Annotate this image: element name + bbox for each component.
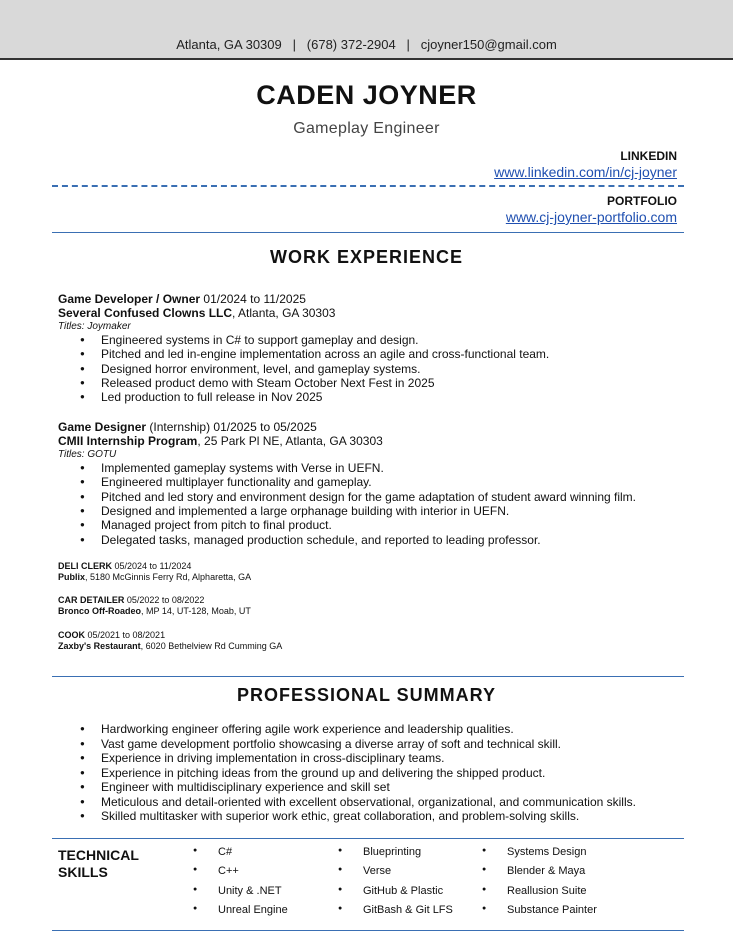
job-bullet: ● Implemented gameplay systems with Verse in UEFN. <box>80 461 698 475</box>
minor-job-role-line <box>58 630 282 641</box>
minor-job-location: , 6020 Bethelview Rd Cumming GA <box>140 641 283 651</box>
job-dates: (Internship) 01/2025 to 05/2025 <box>146 420 317 434</box>
minor-job-entry <box>58 561 251 583</box>
job-bullet: ● Released product demo with Steam October Next Fest in 2025 <box>80 376 698 390</box>
summary-bullet: ● Hardworking engineer offering agile work experience and leadership qualities. <box>80 722 700 737</box>
minor-job-org: Zaxby's Restaurant <box>58 641 141 651</box>
minor-job-entry <box>58 630 282 652</box>
skill-item: ● C# <box>193 846 288 865</box>
portfolio-label: PORTFOLIO <box>607 194 677 208</box>
skill-item: ● Unreal Engine <box>193 904 288 923</box>
portfolio-link[interactable]: www.cj-joyner-portfolio.com <box>505 209 677 225</box>
section-divider <box>52 930 684 931</box>
skills-column <box>193 846 288 923</box>
linkedin-label: LINKEDIN <box>620 149 677 163</box>
minor-job-role-line <box>58 595 251 606</box>
minor-job-org-line <box>58 572 251 583</box>
candidate-name: CADEN JOYNER <box>256 80 477 110</box>
minor-job-role: CAR DETAILER <box>58 595 125 605</box>
job-bullet: ● Pitched and led story and environment design for the game adaptation of student award winning film. <box>80 490 698 504</box>
job-bullet: ● Delegated tasks, managed production schedule, and reported to leading professor. <box>80 533 698 547</box>
professional-summary-heading: PROFESSIONAL SUMMARY <box>236 685 497 705</box>
linkedin-block <box>494 149 677 180</box>
job-bullets <box>80 333 698 405</box>
minor-job-org: Bronco Off-Roadeo <box>58 606 141 616</box>
summary-bullet: ● Meticulous and detail-oriented with excellent observational, organizational, and communication skills. <box>80 795 700 810</box>
job-location: , Atlanta, GA 30303 <box>232 306 336 321</box>
job-entry <box>58 292 698 405</box>
skills-column <box>482 846 597 923</box>
minor-job-org-line <box>58 641 282 652</box>
skills-column <box>338 846 453 923</box>
summary-bullet: ● Experience in pitching ideas from the ground up and delivering the shipped product. <box>80 766 700 781</box>
skill-item: ● Systems Design <box>482 846 597 865</box>
job-location: , 25 Park Pl NE, Atlanta, GA 30303 <box>197 434 383 449</box>
skill-item: ● GitHub & Plastic <box>338 885 453 904</box>
skill-item: ● C++ <box>193 865 288 884</box>
linkedin-link[interactable]: www.linkedin.com/in/cj-joyner <box>494 164 677 180</box>
job-org-line <box>58 434 698 448</box>
minor-job-org-line <box>58 606 251 617</box>
job-role: Game Developer / Owner <box>58 292 201 306</box>
job-titles: Titles: GOTU <box>58 448 117 460</box>
minor-job-role: COOK <box>58 630 85 640</box>
summary-bullet: ● Engineer with multidisciplinary experience and skill set <box>80 780 700 795</box>
portfolio-block <box>506 194 677 225</box>
summary-bullet: ● Vast game development portfolio showcasing a diverse array of soft and technical skill. <box>80 737 700 752</box>
job-bullet: ● Pitched and led in-engine implementation across an agile and cross-functional team. <box>80 347 698 361</box>
section-divider <box>52 838 684 839</box>
technical-skills-label-line: SKILLS <box>58 864 108 880</box>
job-org: CMII Internship Program <box>58 434 198 449</box>
job-bullet: ● Designed horror environment, level, and gameplay systems. <box>80 362 698 376</box>
minor-job-entry <box>58 595 251 617</box>
job-entry <box>58 420 698 547</box>
job-org-line <box>58 306 698 320</box>
skill-item: ● Blueprinting <box>338 846 453 865</box>
job-titles: Titles: Joymaker <box>58 320 131 332</box>
minor-job-role: DELI CLERK <box>58 561 112 571</box>
minor-job-dates: 05/2024 to 11/2024 <box>112 561 192 571</box>
summary-list <box>80 722 700 824</box>
section-divider <box>52 232 684 233</box>
skill-item: ● GitBash & Git LFS <box>338 904 453 923</box>
minor-job-location: , 5180 McGinnis Ferry Rd, Alpharetta, GA <box>85 572 252 582</box>
work-experience-heading: WORK EXPERIENCE <box>269 247 464 267</box>
minor-job-role-line <box>58 561 251 572</box>
job-bullet: ● Led production to full release in Nov 2025 <box>80 390 698 404</box>
contact-info: Atlanta, GA 30309 | (678) 372-2904 | cjoyner150@gmail.com <box>176 37 557 52</box>
job-bullet: ● Managed project from pitch to final product. <box>80 518 698 532</box>
skill-item: ● Reallusion Suite <box>482 885 597 904</box>
summary-bullet: ● Experience in driving implementation in cross-disciplinary teams. <box>80 751 700 766</box>
summary-bullet: ● Skilled multitasker with superior work ethic, great collaboration, and problem-solving skills. <box>80 809 700 824</box>
job-bullet: ● Designed and implemented a large orphanage building with interior in UEFN. <box>80 504 698 518</box>
job-org: Several Confused Clowns LLC <box>58 306 233 321</box>
technical-skills-heading <box>58 847 139 881</box>
job-bullet: ● Engineered multiplayer functionality and gameplay. <box>80 475 698 489</box>
job-role-line <box>58 420 698 434</box>
minor-job-location: , MP 14, UT-128, Moab, UT <box>141 606 251 616</box>
minor-job-dates: 05/2022 to 08/2022 <box>124 595 205 605</box>
skill-item: ● Unity & .NET <box>193 885 288 904</box>
job-role-line <box>58 292 698 306</box>
minor-job-dates: 05/2021 to 08/2021 <box>85 630 166 640</box>
job-dates: 01/2024 to 11/2025 <box>200 292 306 306</box>
minor-job-org: Publix <box>58 572 86 582</box>
section-divider <box>52 676 684 677</box>
skill-item: ● Verse <box>338 865 453 884</box>
skill-item: ● Blender & Maya <box>482 865 597 884</box>
candidate-title: Gameplay Engineer <box>293 120 440 137</box>
technical-skills-label-line: TECHNICAL <box>58 847 139 863</box>
dashed-divider <box>52 185 684 187</box>
job-bullets <box>80 461 698 547</box>
job-role: Game Designer <box>58 420 147 434</box>
skill-item: ● Substance Painter <box>482 904 597 923</box>
job-bullet: ● Engineered systems in C# to support gameplay and design. <box>80 333 698 347</box>
